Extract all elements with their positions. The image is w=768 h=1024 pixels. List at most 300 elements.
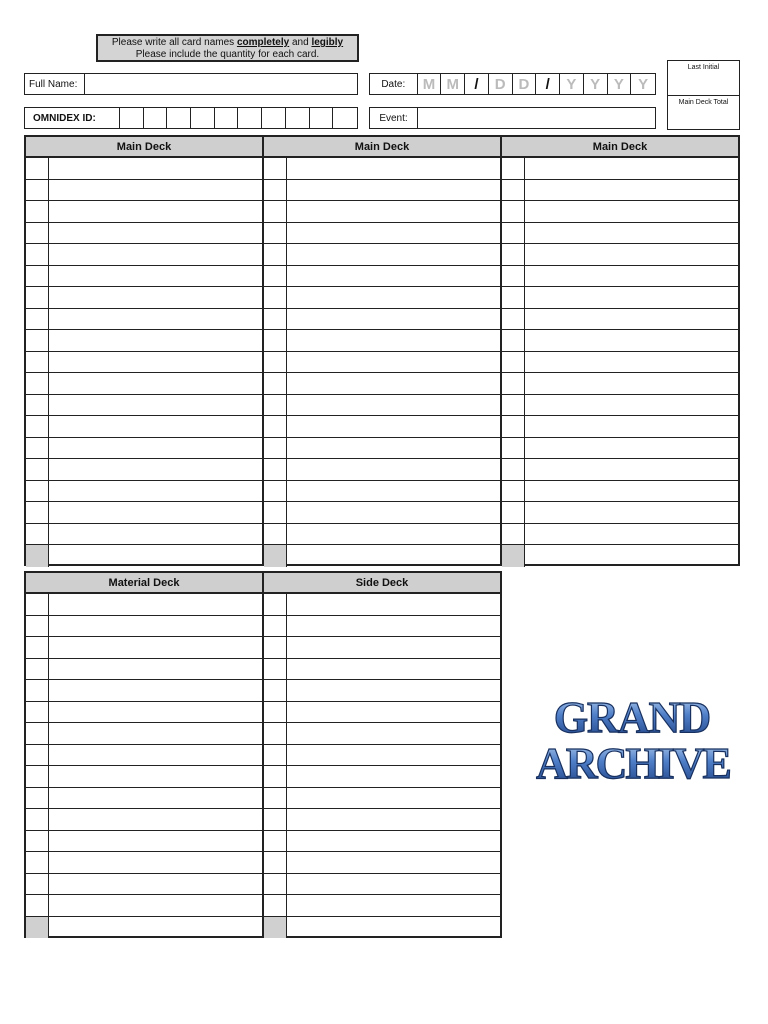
card-entry-row xyxy=(264,895,500,917)
quantity-cell[interactable] xyxy=(26,702,49,723)
card-name-cell[interactable] xyxy=(49,874,262,895)
card-entry-row xyxy=(26,481,262,503)
card-name-cell[interactable] xyxy=(49,524,262,545)
quantity-cell[interactable] xyxy=(264,895,287,916)
card-name-cell[interactable] xyxy=(49,244,262,265)
quantity-cell[interactable] xyxy=(264,438,287,459)
card-name-cell[interactable] xyxy=(49,895,262,916)
date-year-cell[interactable]: Y xyxy=(608,74,632,94)
main-deck-column-2 xyxy=(262,135,502,566)
card-entry-row xyxy=(26,180,262,202)
card-name-cell[interactable] xyxy=(287,917,500,939)
quantity-cell[interactable] xyxy=(264,702,287,723)
full-name-label: Full Name: xyxy=(25,74,85,94)
card-name-cell[interactable] xyxy=(525,223,738,244)
card-name-cell[interactable] xyxy=(287,158,500,179)
card-name-cell[interactable] xyxy=(287,373,500,394)
card-entry-row xyxy=(502,524,738,546)
card-name-cell[interactable] xyxy=(287,680,500,701)
card-entry-row xyxy=(502,330,738,352)
card-name-cell[interactable] xyxy=(287,395,500,416)
omnidex-digit-cell[interactable] xyxy=(167,108,191,128)
omnidex-digit-cell[interactable] xyxy=(215,108,239,128)
card-entry-row xyxy=(264,545,500,567)
card-entry-row xyxy=(264,330,500,352)
card-entry-row xyxy=(26,223,262,245)
card-entry-row xyxy=(502,244,738,266)
quantity-cell[interactable] xyxy=(502,502,525,523)
card-name-cell[interactable] xyxy=(525,416,738,437)
card-entry-row xyxy=(264,637,500,659)
side-deck-rows xyxy=(264,594,500,938)
card-entry-row xyxy=(264,395,500,417)
main-deck-header: Main Deck xyxy=(264,137,500,158)
quantity-cell[interactable] xyxy=(26,330,49,351)
quantity-cell[interactable] xyxy=(502,266,525,287)
omnidex-digit-cell[interactable] xyxy=(286,108,310,128)
card-name-cell[interactable] xyxy=(49,831,262,852)
full-name-input[interactable] xyxy=(85,74,357,94)
card-entry-row xyxy=(26,244,262,266)
card-name-cell[interactable] xyxy=(49,309,262,330)
quantity-cell[interactable] xyxy=(26,659,49,680)
card-name-cell[interactable] xyxy=(525,180,738,201)
quantity-cell[interactable] xyxy=(26,616,49,637)
quantity-cell[interactable] xyxy=(26,637,49,658)
card-name-cell[interactable] xyxy=(287,330,500,351)
quantity-cell[interactable] xyxy=(264,352,287,373)
quantity-cell[interactable] xyxy=(502,244,525,265)
quantity-cell[interactable] xyxy=(26,809,49,830)
omnidex-digit-cell[interactable] xyxy=(120,108,144,128)
card-name-cell[interactable] xyxy=(525,158,738,179)
quantity-cell[interactable] xyxy=(264,788,287,809)
card-entry-row xyxy=(26,309,262,331)
card-entry-row xyxy=(502,266,738,288)
quantity-cell[interactable] xyxy=(264,459,287,480)
quantity-cell[interactable] xyxy=(264,287,287,308)
date-month-cell[interactable]: M xyxy=(441,74,465,94)
card-name-cell[interactable] xyxy=(287,545,500,567)
quantity-cell[interactable] xyxy=(264,395,287,416)
quantity-cell[interactable] xyxy=(26,223,49,244)
card-name-cell[interactable] xyxy=(49,616,262,637)
card-name-cell[interactable] xyxy=(49,395,262,416)
quantity-cell[interactable] xyxy=(26,180,49,201)
quantity-cell[interactable] xyxy=(26,309,49,330)
logo-line-archive: ARCHIVE xyxy=(536,739,730,788)
card-entry-row xyxy=(26,895,262,917)
card-entry-row xyxy=(264,723,500,745)
main-deck-rows xyxy=(502,158,738,567)
card-entry-row xyxy=(502,352,738,374)
card-name-cell[interactable] xyxy=(287,788,500,809)
quantity-total-cell[interactable] xyxy=(26,917,49,939)
quantity-total-cell[interactable] xyxy=(502,545,525,567)
card-name-cell[interactable] xyxy=(49,223,262,244)
card-entry-row xyxy=(502,223,738,245)
card-name-cell[interactable] xyxy=(287,352,500,373)
quantity-cell[interactable] xyxy=(502,223,525,244)
quantity-cell[interactable] xyxy=(502,201,525,222)
card-entry-row xyxy=(26,594,262,616)
main-deck-rows xyxy=(264,158,500,567)
card-entry-row xyxy=(26,158,262,180)
card-name-cell[interactable] xyxy=(287,244,500,265)
date-label: Date: xyxy=(370,74,418,94)
card-entry-row xyxy=(264,745,500,767)
date-year-cell[interactable]: Y xyxy=(584,74,608,94)
card-entry-row xyxy=(26,680,262,702)
card-name-cell[interactable] xyxy=(287,416,500,437)
card-name-cell[interactable] xyxy=(525,352,738,373)
quantity-cell[interactable] xyxy=(264,266,287,287)
card-name-cell[interactable] xyxy=(287,702,500,723)
card-name-cell[interactable] xyxy=(49,459,262,480)
quantity-cell[interactable] xyxy=(26,416,49,437)
quantity-cell[interactable] xyxy=(26,287,49,308)
main-deck-column-3 xyxy=(500,135,740,566)
quantity-cell[interactable] xyxy=(26,352,49,373)
last-initial-cell[interactable] xyxy=(668,61,739,96)
card-entry-row xyxy=(26,874,262,896)
card-name-cell[interactable] xyxy=(49,158,262,179)
card-entry-row xyxy=(26,352,262,374)
card-name-cell[interactable] xyxy=(49,330,262,351)
card-entry-row xyxy=(26,809,262,831)
omnidex-digit-cell[interactable] xyxy=(262,108,286,128)
card-name-cell[interactable] xyxy=(49,180,262,201)
card-name-cell[interactable] xyxy=(49,594,262,615)
material-deck-header: Material Deck xyxy=(26,573,262,594)
quantity-cell[interactable] xyxy=(264,874,287,895)
quantity-cell[interactable] xyxy=(264,223,287,244)
card-name-cell[interactable] xyxy=(49,788,262,809)
card-entry-row xyxy=(26,373,262,395)
card-name-cell[interactable] xyxy=(287,745,500,766)
card-name-cell[interactable] xyxy=(525,266,738,287)
card-name-cell[interactable] xyxy=(287,266,500,287)
card-name-cell[interactable] xyxy=(287,659,500,680)
card-entry-row xyxy=(264,223,500,245)
quantity-cell[interactable] xyxy=(502,416,525,437)
quantity-cell[interactable] xyxy=(264,502,287,523)
quantity-cell[interactable] xyxy=(26,766,49,787)
card-name-cell[interactable] xyxy=(49,852,262,873)
full-name-field[interactable] xyxy=(24,73,358,95)
card-entry-row xyxy=(264,594,500,616)
card-entry-row xyxy=(26,502,262,524)
material-deck-rows xyxy=(26,594,262,938)
event-label: Event: xyxy=(370,108,418,128)
card-entry-row xyxy=(264,809,500,831)
card-entry-row xyxy=(502,438,738,460)
card-name-cell[interactable] xyxy=(49,917,262,939)
card-entry-row xyxy=(264,352,500,374)
quantity-cell[interactable] xyxy=(264,373,287,394)
initial-total-box xyxy=(667,60,740,130)
card-name-cell[interactable] xyxy=(287,309,500,330)
quantity-cell[interactable] xyxy=(26,874,49,895)
card-name-cell[interactable] xyxy=(525,481,738,502)
quantity-cell[interactable] xyxy=(502,524,525,545)
card-entry-row xyxy=(264,788,500,810)
quantity-cell[interactable] xyxy=(26,680,49,701)
card-entry-row xyxy=(264,481,500,503)
instruction-quantity-text: Please include the quantity for each card. xyxy=(135,49,320,60)
card-name-cell[interactable] xyxy=(49,680,262,701)
quantity-cell[interactable] xyxy=(502,330,525,351)
card-name-cell[interactable] xyxy=(525,438,738,459)
card-name-cell[interactable] xyxy=(525,459,738,480)
quantity-cell[interactable] xyxy=(264,616,287,637)
quantity-cell[interactable] xyxy=(26,266,49,287)
card-name-cell[interactable] xyxy=(49,502,262,523)
grand-archive-logo xyxy=(512,690,754,790)
event-field[interactable] xyxy=(369,107,656,129)
card-entry-row xyxy=(264,201,500,223)
quantity-cell[interactable] xyxy=(502,373,525,394)
card-entry-row xyxy=(26,745,262,767)
card-name-cell[interactable] xyxy=(49,438,262,459)
card-name-cell[interactable] xyxy=(287,223,500,244)
card-entry-row xyxy=(264,917,500,939)
card-name-cell[interactable] xyxy=(287,637,500,658)
card-entry-row xyxy=(26,416,262,438)
card-entry-row xyxy=(264,831,500,853)
card-entry-row xyxy=(264,266,500,288)
quantity-cell[interactable] xyxy=(502,438,525,459)
main-deck-column-1 xyxy=(24,135,264,566)
quantity-cell[interactable] xyxy=(264,244,287,265)
quantity-cell[interactable] xyxy=(26,745,49,766)
omnidex-id-field[interactable] xyxy=(24,107,358,129)
main-deck-header: Main Deck xyxy=(502,137,738,158)
card-name-cell[interactable] xyxy=(49,659,262,680)
card-entry-row xyxy=(26,524,262,546)
main-deck-total-cell[interactable] xyxy=(668,96,739,130)
event-input[interactable] xyxy=(418,108,655,128)
card-name-cell[interactable] xyxy=(287,481,500,502)
card-entry-row xyxy=(502,309,738,331)
card-entry-row xyxy=(264,852,500,874)
main-deck-header: Main Deck xyxy=(26,137,262,158)
main-deck-rows xyxy=(26,158,262,567)
card-entry-row xyxy=(264,680,500,702)
quantity-cell[interactable] xyxy=(264,481,287,502)
omnidex-digit-cell[interactable] xyxy=(333,108,357,128)
date-separator: / xyxy=(465,74,489,94)
omnidex-digit-cell[interactable] xyxy=(310,108,334,128)
quantity-cell[interactable] xyxy=(264,524,287,545)
date-day-cell[interactable]: D xyxy=(513,74,537,94)
card-entry-row xyxy=(264,616,500,638)
card-name-cell[interactable] xyxy=(287,287,500,308)
quantity-cell[interactable] xyxy=(502,158,525,179)
card-name-cell[interactable] xyxy=(287,809,500,830)
card-entry-row xyxy=(26,917,262,939)
quantity-total-cell[interactable] xyxy=(26,545,49,567)
card-name-cell[interactable] xyxy=(287,895,500,916)
card-entry-row xyxy=(502,502,738,524)
card-name-cell[interactable] xyxy=(49,809,262,830)
quantity-cell[interactable] xyxy=(502,309,525,330)
quantity-cell[interactable] xyxy=(264,809,287,830)
quantity-cell[interactable] xyxy=(502,352,525,373)
quantity-cell[interactable] xyxy=(264,659,287,680)
quantity-cell[interactable] xyxy=(26,481,49,502)
quantity-cell[interactable] xyxy=(502,481,525,502)
card-entry-row xyxy=(26,616,262,638)
instruction-text: Please write all card names xyxy=(111,37,237,48)
card-name-cell[interactable] xyxy=(49,287,262,308)
card-entry-row xyxy=(26,438,262,460)
card-name-cell[interactable] xyxy=(49,766,262,787)
card-name-cell[interactable] xyxy=(525,502,738,523)
quantity-cell[interactable] xyxy=(26,788,49,809)
quantity-cell[interactable] xyxy=(26,502,49,523)
card-name-cell[interactable] xyxy=(49,201,262,222)
card-entry-row xyxy=(26,723,262,745)
quantity-cell[interactable] xyxy=(264,594,287,615)
card-name-cell[interactable] xyxy=(49,637,262,658)
quantity-cell[interactable] xyxy=(26,158,49,179)
grand-archive-logo-graphic xyxy=(512,690,754,790)
card-name-cell[interactable] xyxy=(525,309,738,330)
card-entry-row xyxy=(264,502,500,524)
card-entry-row xyxy=(26,395,262,417)
card-name-cell[interactable] xyxy=(525,395,738,416)
quantity-cell[interactable] xyxy=(26,831,49,852)
card-name-cell[interactable] xyxy=(525,524,738,545)
card-name-cell[interactable] xyxy=(287,594,500,615)
card-entry-row xyxy=(264,416,500,438)
quantity-cell[interactable] xyxy=(26,723,49,744)
omnidex-digit-cell[interactable] xyxy=(144,108,168,128)
card-name-cell[interactable] xyxy=(525,373,738,394)
card-entry-row xyxy=(26,852,262,874)
card-name-cell[interactable] xyxy=(287,180,500,201)
card-entry-row xyxy=(264,766,500,788)
card-entry-row xyxy=(26,459,262,481)
quantity-cell[interactable] xyxy=(26,438,49,459)
card-name-cell[interactable] xyxy=(287,723,500,744)
side-deck-header: Side Deck xyxy=(264,573,500,594)
card-name-cell[interactable] xyxy=(287,766,500,787)
card-name-cell[interactable] xyxy=(525,545,738,567)
quantity-cell[interactable] xyxy=(26,373,49,394)
card-name-cell[interactable] xyxy=(49,352,262,373)
card-name-cell[interactable] xyxy=(49,702,262,723)
quantity-cell[interactable] xyxy=(264,158,287,179)
card-name-cell[interactable] xyxy=(525,330,738,351)
card-entry-row xyxy=(264,309,500,331)
quantity-cell[interactable] xyxy=(26,244,49,265)
quantity-cell[interactable] xyxy=(26,395,49,416)
quantity-cell[interactable] xyxy=(264,637,287,658)
quantity-cell[interactable] xyxy=(502,395,525,416)
card-entry-row xyxy=(502,158,738,180)
quantity-cell[interactable] xyxy=(26,524,49,545)
card-entry-row xyxy=(26,545,262,567)
card-entry-row xyxy=(502,416,738,438)
instructions-box xyxy=(96,34,359,62)
card-name-cell[interactable] xyxy=(287,874,500,895)
quantity-cell[interactable] xyxy=(26,852,49,873)
quantity-cell[interactable] xyxy=(26,201,49,222)
card-entry-row xyxy=(502,459,738,481)
date-field[interactable] xyxy=(369,73,656,95)
card-entry-row xyxy=(502,287,738,309)
quantity-cell[interactable] xyxy=(264,723,287,744)
quantity-cell[interactable] xyxy=(502,459,525,480)
card-entry-row xyxy=(264,459,500,481)
quantity-total-cell[interactable] xyxy=(264,545,287,567)
quantity-cell[interactable] xyxy=(502,180,525,201)
quantity-cell[interactable] xyxy=(264,766,287,787)
quantity-cell[interactable] xyxy=(264,180,287,201)
card-name-cell[interactable] xyxy=(287,831,500,852)
omnidex-digit-cell[interactable] xyxy=(191,108,215,128)
card-name-cell[interactable] xyxy=(525,287,738,308)
quantity-cell[interactable] xyxy=(264,330,287,351)
card-name-cell[interactable] xyxy=(49,723,262,744)
quantity-cell[interactable] xyxy=(264,831,287,852)
date-month-cell[interactable]: M xyxy=(418,74,442,94)
quantity-cell[interactable] xyxy=(264,852,287,873)
card-name-cell[interactable] xyxy=(525,201,738,222)
date-year-cell[interactable]: Y xyxy=(560,74,584,94)
quantity-cell[interactable] xyxy=(26,594,49,615)
main-deck-total-label: Main Deck Total xyxy=(678,99,729,106)
quantity-total-cell[interactable] xyxy=(264,917,287,939)
quantity-cell[interactable] xyxy=(26,459,49,480)
card-name-cell[interactable] xyxy=(287,852,500,873)
card-name-cell[interactable] xyxy=(287,438,500,459)
quantity-cell[interactable] xyxy=(26,895,49,916)
card-entry-row xyxy=(264,287,500,309)
card-name-cell[interactable] xyxy=(287,459,500,480)
card-name-cell[interactable] xyxy=(287,616,500,637)
omnidex-digit-cell[interactable] xyxy=(238,108,262,128)
card-name-cell[interactable] xyxy=(49,545,262,567)
quantity-cell[interactable] xyxy=(502,287,525,308)
last-initial-label: Last Initial xyxy=(687,64,720,71)
card-name-cell[interactable] xyxy=(49,416,262,437)
card-entry-row xyxy=(502,373,738,395)
card-name-cell[interactable] xyxy=(525,244,738,265)
card-name-cell[interactable] xyxy=(287,502,500,523)
quantity-cell[interactable] xyxy=(264,680,287,701)
card-name-cell[interactable] xyxy=(49,266,262,287)
quantity-cell[interactable] xyxy=(264,309,287,330)
card-name-cell[interactable] xyxy=(49,373,262,394)
card-name-cell[interactable] xyxy=(49,481,262,502)
card-name-cell[interactable] xyxy=(49,745,262,766)
card-entry-row xyxy=(502,545,738,567)
card-entry-row xyxy=(26,637,262,659)
quantity-cell[interactable] xyxy=(264,201,287,222)
card-entry-row xyxy=(26,766,262,788)
card-name-cell[interactable] xyxy=(287,201,500,222)
quantity-cell[interactable] xyxy=(264,745,287,766)
date-day-cell[interactable]: D xyxy=(489,74,513,94)
quantity-cell[interactable] xyxy=(264,416,287,437)
date-year-cell[interactable]: Y xyxy=(638,75,649,93)
card-entry-row xyxy=(264,158,500,180)
card-name-cell[interactable] xyxy=(287,524,500,545)
instruction-emphasis-legibly: legibly xyxy=(311,37,344,48)
